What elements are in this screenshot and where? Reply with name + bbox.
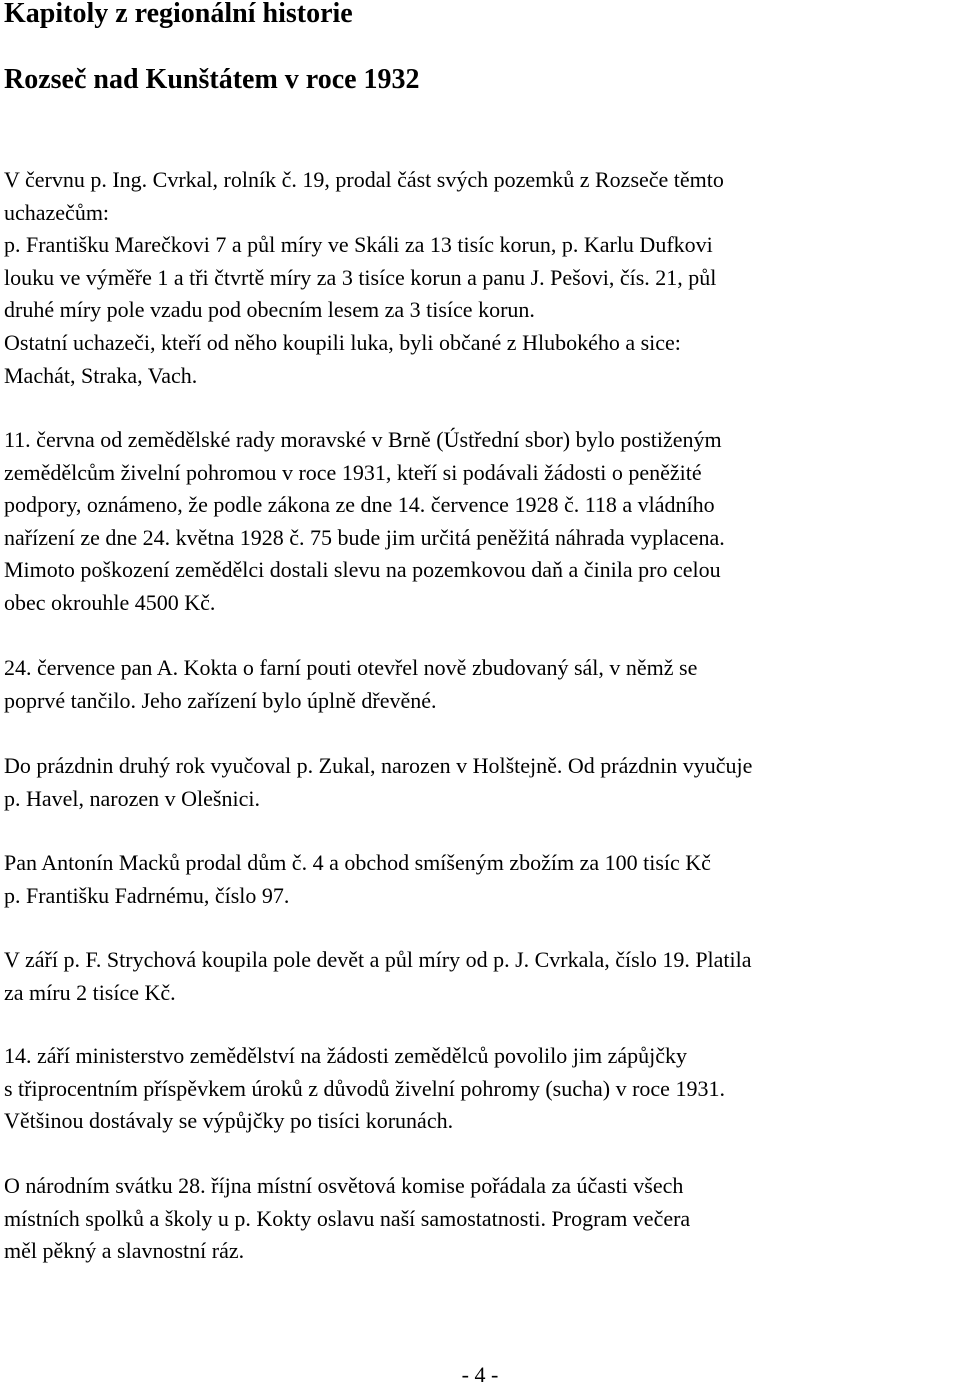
text-line: uchazečům: xyxy=(4,199,110,225)
text-line: Ostatní uchazeči, kteří od něho koupili luka, byli občané z Hlubokého a sice: xyxy=(4,329,681,355)
text-line: Machát, Straka, Vach. xyxy=(4,362,198,388)
text-line: 11. června od zemědělské rady moravské v Brně (Ústřední sbor) bylo postiženým xyxy=(4,427,722,452)
paragraph-teachers xyxy=(4,750,958,815)
text-line: měl pěkný a slavnostní ráz. xyxy=(4,1238,245,1264)
paragraph-disaster-relief xyxy=(4,424,958,620)
paragraph-house-sale xyxy=(4,847,958,912)
document-title: Kapitoly z regionální historie xyxy=(4,0,353,29)
text-line: louku ve výměře 1 a tři čtvrtě míry za 3 tisíce korun a panu J. Pešovi, čís. 21, půl xyxy=(4,264,717,290)
text-line: místních spolků a školy u p. Kokty oslavu naší samostatnosti. Program večera xyxy=(4,1205,691,1231)
paragraph-national-holiday xyxy=(4,1170,958,1268)
text-line: za míru 2 tisíce Kč. xyxy=(4,979,176,1005)
text-line: V září p. F. Strychová koupila pole devět a půl míry od p. J. Cvrkala, číslo 19. Platila xyxy=(4,947,752,972)
page-number: - 4 - xyxy=(461,1362,499,1387)
text-line: obec okrouhle 4500 Kč. xyxy=(4,589,216,615)
text-line: Do prázdnin druhý rok vyučoval p. Zukal, narozen v Holštejně. Od prázdnin vyučuje xyxy=(4,753,753,778)
text-line: Mimoto poškození zemědělci dostali slevu na pozemkovou daň a činila pro celou xyxy=(4,557,721,583)
text-line: nařízení ze dne 24. května 1928 č. 75 bude jim určitá peněžitá náhrada vyplacena. xyxy=(4,524,725,550)
text-line: Většinou dostávaly se výpůjčky po tisíci korunách. xyxy=(4,1108,454,1134)
text-line: p. Františku Fadrnému, číslo 97. xyxy=(4,882,290,908)
text-line: zemědělcům živelní pohromou v roce 1931, kteří si podávali žádosti o peněžité xyxy=(4,459,702,485)
document-subtitle: Rozseč nad Kunštátem v roce 1932 xyxy=(4,64,420,95)
text-line: s třiprocentním příspěvkem úroků z důvodů živelní pohromy (sucha) v roce 1931. xyxy=(4,1075,725,1101)
text-line: O národním svátku 28. října místní osvětová komise pořádala za účasti všech xyxy=(4,1173,684,1198)
text-line: 14. září ministerstvo zemědělství na žádosti zemědělců povolilo jim zápůjčky xyxy=(4,1043,688,1068)
text-line: 24. července pan A. Kokta o farní pouti otevřel nově zbudovaný sál, v němž se xyxy=(4,655,698,680)
text-line: p. Havel, narozen v Olešnici. xyxy=(4,785,260,811)
text-line: druhé míry pole vzadu pod obecním lesem za 3 tisíce korun. xyxy=(4,297,535,323)
paragraph-field-purchase xyxy=(4,944,958,1009)
paragraph-loans xyxy=(4,1040,958,1138)
text-line: V červnu p. Ing. Cvrkal, rolník č. 19, prodal část svých pozemků z Rozseče těmto xyxy=(4,167,724,192)
text-line: podpory, oznámeno, že podle zákona ze dne 14. července 1928 č. 118 a vládního xyxy=(4,492,715,518)
text-line: poprvé tančilo. Jeho zařízení bylo úplně dřevěné. xyxy=(4,687,437,713)
text-line: p. Františku Marečkovi 7 a půl míry ve Skáli za 13 tisíc korun, p. Karlu Dufkovi xyxy=(4,232,713,258)
text-line: Pan Antonín Macků prodal dům č. 4 a obchod smíšeným zbožím za 100 tisíc Kč xyxy=(4,850,711,875)
paragraph-land-sale xyxy=(4,164,958,392)
paragraph-parish-fair xyxy=(4,652,958,717)
